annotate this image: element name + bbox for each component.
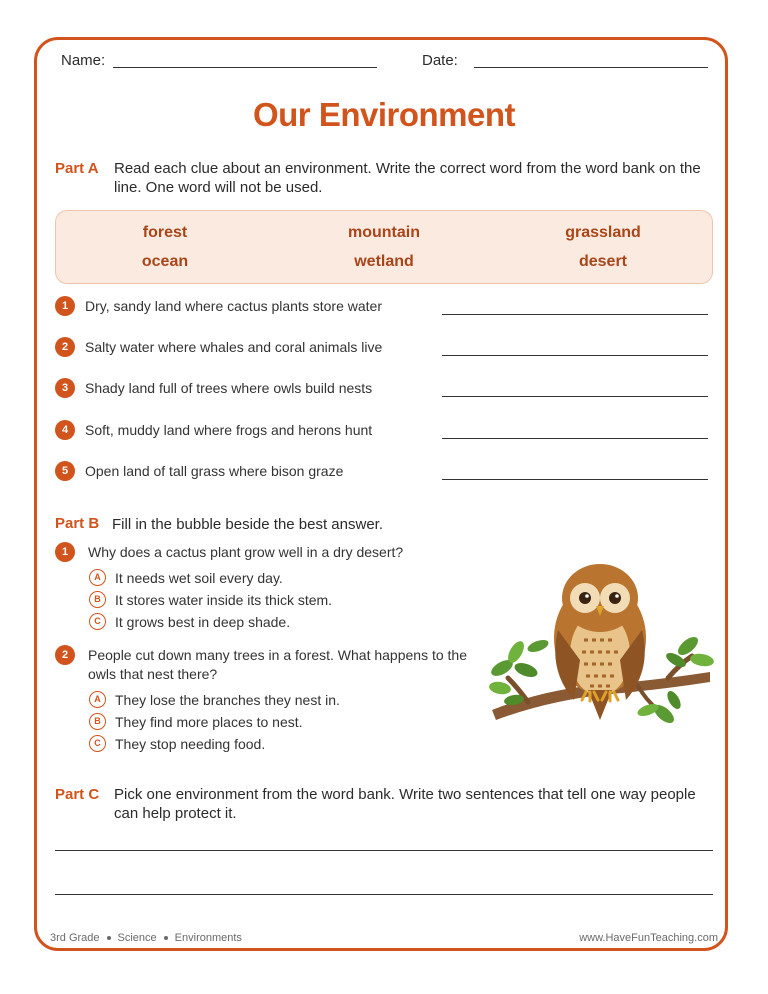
clue-text: Open land of tall grass where bison graze: [85, 463, 344, 479]
clue-number: 5: [55, 461, 75, 481]
option-text: It needs wet soil every day.: [115, 570, 283, 586]
part-c-instructions: Pick one environment from the word bank. Write two sentences that tell one way people can help protect it.: [114, 786, 696, 822]
footer-website[interactable]: www.HaveFunTeaching.com: [579, 932, 718, 944]
word-bank-item: mountain: [348, 224, 420, 241]
footer-tags: [50, 932, 242, 944]
footer-grade: 3rd Grade: [50, 932, 100, 944]
writing-line[interactable]: [55, 894, 713, 895]
answer-line[interactable]: [442, 396, 708, 397]
question-text: Why does a cactus plant grow well in a dry desert?: [88, 544, 404, 560]
option-text: They lose the branches they nest in.: [115, 692, 340, 708]
option-text: It grows best in deep shade.: [115, 614, 291, 630]
clue-number: 1: [55, 296, 75, 316]
part-c-tag: Part C: [55, 786, 100, 803]
clue-text: Salty water where whales and coral animals live: [85, 339, 383, 355]
clue-number: 4: [55, 420, 75, 440]
part-b-instructions: Fill in the bubble beside the best answer.: [112, 516, 384, 533]
question-number: 1: [55, 542, 75, 562]
owl-illustration: [488, 560, 714, 735]
part-b-tag: Part B: [55, 515, 100, 532]
answer-line[interactable]: [442, 438, 708, 439]
answer-line[interactable]: [442, 355, 708, 356]
question-number: 2: [55, 645, 75, 665]
word-bank-item: ocean: [141, 253, 189, 270]
name-line[interactable]: [113, 67, 377, 68]
word-bank-item: wetland: [354, 253, 414, 270]
page-title: Our Environment: [252, 96, 516, 133]
question-text: People cut down many trees in a forest. What happens to the owls that nest there?: [88, 647, 467, 682]
word-bank-item: grassland: [565, 224, 641, 241]
clue-number: 2: [55, 337, 75, 357]
word-bank-item: forest: [142, 224, 188, 241]
answer-bubble[interactable]: B: [89, 713, 106, 730]
bullet-icon: [164, 936, 168, 940]
date-line[interactable]: [474, 67, 708, 68]
footer-topic: Environments: [174, 932, 242, 944]
name-label: Name:: [61, 52, 106, 69]
word-bank-item: desert: [578, 253, 628, 270]
part-a-instructions: Read each clue about an environment. Write the correct word from the word bank on the line. One word will not be used.: [114, 160, 701, 196]
clue-text: Soft, muddy land where frogs and herons hunt: [85, 422, 373, 438]
writing-line[interactable]: [55, 850, 713, 851]
option-text: They find more places to nest.: [115, 714, 303, 730]
answer-bubble[interactable]: A: [89, 569, 106, 586]
footer-subject: Science: [117, 932, 157, 944]
answer-line[interactable]: [442, 479, 708, 480]
clue-number: 3: [55, 378, 75, 398]
bullet-icon: [107, 936, 111, 940]
answer-bubble[interactable]: B: [89, 591, 106, 608]
date-label: Date:: [422, 52, 458, 69]
answer-line[interactable]: [442, 314, 708, 315]
option-text: It stores water inside its thick stem.: [115, 592, 333, 608]
answer-bubble[interactable]: A: [89, 691, 106, 708]
answer-bubble[interactable]: C: [89, 735, 106, 752]
clue-text: Shady land full of trees where owls build nests: [85, 380, 373, 396]
word-bank: [55, 210, 713, 284]
option-text: They stop needing food.: [115, 736, 266, 752]
part-a-tag: Part A: [55, 160, 99, 177]
clue-text: Dry, sandy land where cactus plants store water: [85, 298, 382, 314]
answer-bubble[interactable]: C: [89, 613, 106, 630]
